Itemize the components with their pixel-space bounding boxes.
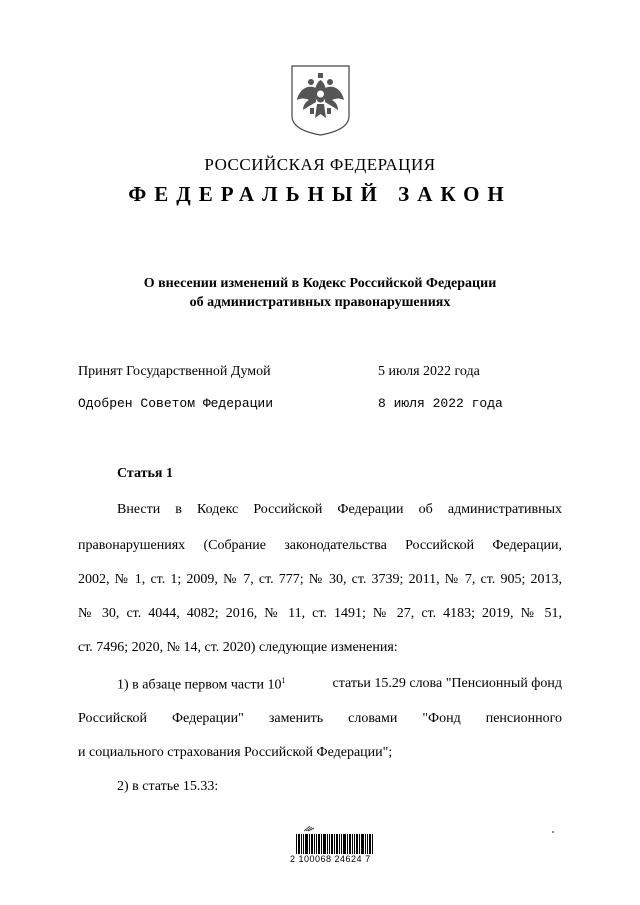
article-intro-line-4: № 30, ст. 4044, 4082; 2016, № 11, ст. 1491; № 27, ст. 4183; 2019, № 51, xyxy=(78,606,562,621)
country-heading: РОССИЙСКАЯ ФЕДЕРАЦИЯ xyxy=(204,155,436,174)
barcode-image xyxy=(290,826,386,854)
superscript-index: 1 xyxy=(281,676,286,685)
article-intro-line-5: ст. 7496; 2020, № 14, ст. 2020) следующие изменения: xyxy=(78,640,398,655)
item-1-line-1 xyxy=(117,676,562,694)
article-title: Статья 1 xyxy=(117,466,173,481)
subject-line-1: О внесении изменений в Кодекс Российской Федерации xyxy=(143,276,497,291)
item-1-line-2: Российской Федерации" заменить словами "Фонд пенсионного xyxy=(78,711,562,726)
item-1-part-b: статьи 15.29 слова "Пенсионный фонд xyxy=(332,676,562,691)
coat-of-arms-emblem xyxy=(289,64,352,136)
document-type-heading: ФЕДЕРАЛЬНЫЙ ЗАКОН xyxy=(128,182,512,206)
adoption-council-label: Одобрен Советом Федерации xyxy=(78,396,274,411)
barcode-number: 2 100068 24624 7 xyxy=(290,854,371,864)
article-intro-line-3: 2002, № 1, ст. 1; 2009, № 7, ст. 777; № 30, ст. 3739; 2011, № 7, ст. 905; 2013, xyxy=(78,572,562,587)
adoption-duma-date: 5 июля 2022 года xyxy=(378,364,480,379)
article-intro-line-1: Внести в Кодекс Российской Федерации об административных xyxy=(117,502,562,517)
item-1-part-a: 1) в абзаце первом части $10^1$ xyxy=(117,676,286,693)
law-subject-title xyxy=(0,274,640,312)
item-1-line-3: и социального страхования Российской Федерации"; xyxy=(78,745,393,760)
scan-mark xyxy=(552,831,554,833)
subject-line-2: об административных правонарушениях xyxy=(189,295,451,310)
item-2-line: 2) в статье 15.33: xyxy=(117,779,219,794)
adoption-duma-label: Принят Государственной Думой xyxy=(78,364,271,379)
adoption-council-date: 8 июля 2022 года xyxy=(378,396,503,411)
article-intro-line-2: правонарушениях (Собрание законодательства Российской Федерации, xyxy=(78,538,562,553)
